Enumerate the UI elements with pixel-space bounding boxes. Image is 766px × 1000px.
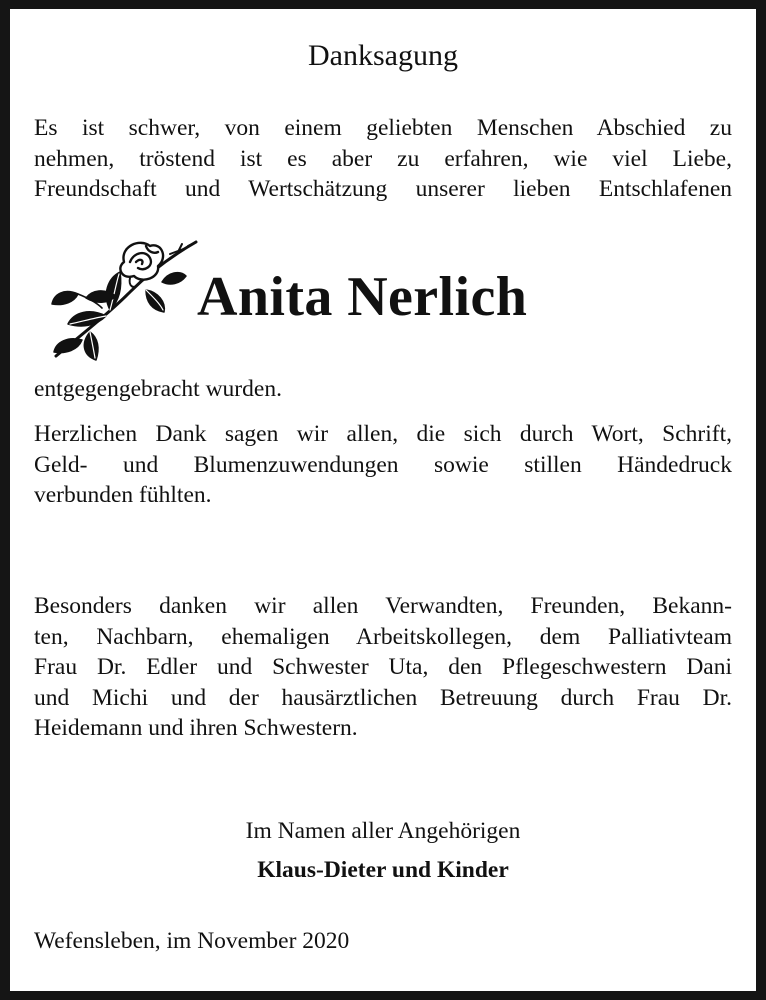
thanks-line: Geld- und Blumenzuwendungen sowie stillen Händedruck — [34, 451, 732, 478]
intro-line: Freundschaft und Wertschätzung unserer lieben Entschlafenen — [34, 176, 732, 202]
thanks-line: verbunden fühlten. — [34, 482, 212, 508]
deceased-name: Anita Nerlich — [197, 266, 528, 328]
intro-line: nehmen, tröstend ist es aber zu erfahren, wie viel Liebe, — [34, 145, 732, 172]
thanks-line: Herzlichen Dank sagen wir allen, die sich durch Wort, Schrift, — [34, 421, 732, 447]
intro-line: Es ist schwer, von einem geliebten Menschen Abschied zu — [34, 115, 732, 141]
special-thanks-line: Frau Dr. Edler und Schwester Uta, den Pflegeschwestern Dani — [34, 654, 732, 680]
intro-paragraph — [34, 113, 732, 205]
thanks-paragraph — [34, 419, 732, 511]
signatory-names: Klaus-Dieter und Kinder — [257, 857, 509, 883]
notice-heading: Danksagung — [308, 39, 458, 72]
special-thanks-line: ten, Nachbarn, ehemaligen Arbeitskollegen, dem Palliativteam — [34, 623, 732, 650]
rose-icon — [50, 232, 202, 362]
on-behalf-line: Im Namen aller Angehörigen — [245, 818, 521, 844]
place-date: Wefensleben, im November 2020 — [34, 928, 350, 954]
special-thanks-line: und Michi und der hausärztlichen Betreuung durch Frau Dr. — [34, 684, 732, 711]
intro-end: entgegengebracht wurden. — [34, 376, 282, 402]
special-thanks-line: Heidemann und ihren Schwestern. — [34, 715, 358, 741]
special-thanks-paragraph — [34, 591, 732, 744]
special-thanks-line: Besonders danken wir allen Verwandten, Freunden, Bekann- — [34, 593, 732, 619]
